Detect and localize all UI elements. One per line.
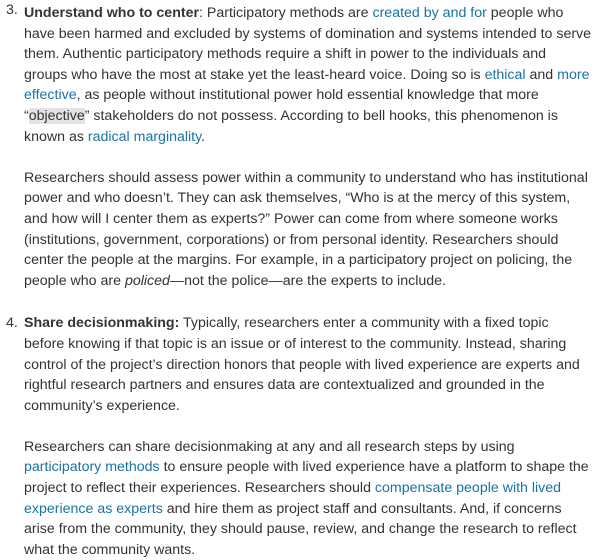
paragraph-understand-who-to-center [24, 3, 592, 147]
link-created-by-and-for[interactable]: created by and for [372, 5, 487, 21]
text-run: to ensure people with lived experience have a platform to shape the project to reflect their experiences. Researchers should [24, 459, 589, 497]
text-run: : Participatory methods are [199, 5, 373, 21]
highlighted-word: objective [28, 107, 85, 124]
paragraph-research-steps [24, 437, 592, 560]
list-number: 4. [6, 315, 18, 332]
item-heading: Understand who to center [24, 5, 199, 21]
link-participatory-methods[interactable]: participatory methods [24, 459, 160, 476]
text-run: . [201, 128, 206, 145]
text-run: people who have been harmed and excluded by systems of domination and systems intended to serve them. Authentic participatory methods require a shift in power to the individuals and groups who have the most at stake yet the least-heard voice. Doing so is [24, 5, 592, 83]
paragraph-assess-power [24, 168, 592, 292]
text-run: Researchers can share decisionmaking at any and all research steps by using [24, 438, 515, 455]
link-more-effective[interactable]: more effective [24, 66, 590, 104]
text-run: ” stakeholders do not possess. According to bell hooks, this phenomenon is known as [24, 107, 558, 145]
list-number: 3. [6, 2, 18, 18]
text-run: Researchers should assess power within a community to understand who has institutional power and who doesn’t. They can ask themselves, “Who is at the mercy of this system, and how will I center them as experts?” Power can come from where someone works (institutions, government, corporations) or from personal identity. Researchers should center the people at the margins. For example, in a participatory project on policing, the people who are [24, 169, 588, 289]
link-compensate-experts[interactable]: compensate people with lived experience as experts [24, 480, 562, 517]
list-item-3 [6, 0, 592, 291]
item-heading: Share decisionmaking: [24, 315, 180, 332]
link-ethical[interactable]: ethical [484, 66, 526, 83]
text-run: and [525, 66, 558, 83]
text-run: —not the police—are the experts to include. [169, 272, 446, 289]
text-run: , as people without institutional power hold essential knowledge that more “ [24, 87, 539, 124]
emphasis-policed: policed [124, 272, 170, 289]
text-run: and hire them as project staff and consultants. And, if concerns arise from the community, they should pause, review, and change the research to reflect what the community wants. [24, 500, 577, 558]
text-run: Typically, researchers enter a community with a fixed topic before knowing if that topic is an issue or of interest to the community. Instead, sharing control of the project’s direction honors that people with lived experience are experts and rightful research partners and ensures data are contextualized and grounded in the community’s experience. [24, 315, 580, 414]
link-radical-marginality[interactable]: radical marginality [87, 128, 202, 145]
paragraph-share-decisionmaking [24, 313, 592, 416]
list-item-4 [6, 313, 592, 560]
